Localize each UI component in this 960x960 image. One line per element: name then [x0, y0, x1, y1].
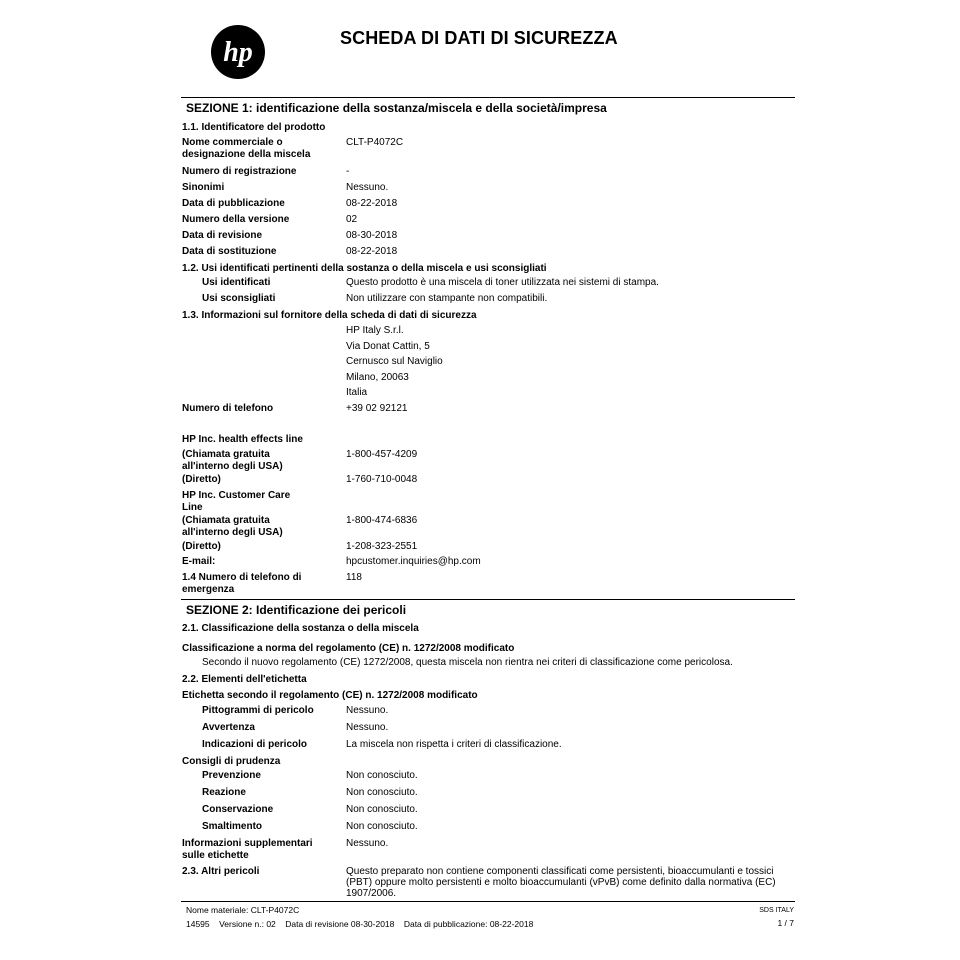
synonyms-label: Sinonimi — [182, 182, 225, 193]
uses-advised-against-label: Usi sconsigliati — [202, 293, 276, 304]
precautionary-label: Consigli di prudenza — [182, 756, 281, 767]
disposal-value: Non conosciuto. — [346, 821, 418, 832]
subsection-1-1: 1.1. Identificatore del prodotto — [182, 122, 326, 133]
toll-free-label-line2: all'interno degli USA) — [182, 461, 283, 472]
footer-rule — [181, 901, 795, 902]
hazard-statements-value: La miscela non rispetta i criteri di classificazione. — [346, 739, 562, 750]
page-number: 1 / 7 — [777, 918, 794, 928]
emergency-label-line2: emergenza — [182, 584, 235, 595]
classification-text: Secondo il nuovo regolamento (CE) 1272/2008, questa miscela non rientra nei criteri di classificazione come pericolosa. — [202, 657, 733, 668]
label-elements-title: Etichetta secondo il regolamento (CE) n. 1272/2008 modificato — [182, 690, 478, 701]
trade-name-label-line2: designazione della miscela — [182, 149, 311, 160]
trade-name-value: CLT-P4072C — [346, 137, 404, 148]
synonyms-value: Nessuno. — [346, 182, 389, 193]
supplier-address-line: Italia — [346, 387, 368, 398]
signal-word-label: Avvertenza — [202, 722, 255, 733]
emergency-value: 118 — [346, 572, 362, 583]
phone-value: +39 02 92121 — [346, 403, 408, 414]
emergency-label-line1: 1.4 Numero di telefono di — [182, 572, 302, 583]
registration-label: Numero di registrazione — [182, 166, 297, 177]
hp-logo-icon — [210, 24, 266, 80]
email-value: hpcustomer.inquiries@hp.com — [346, 556, 481, 567]
publication-date-label: Data di pubblicazione — [182, 198, 285, 209]
version-value: 02 — [346, 214, 358, 225]
supplier-address-line: Cernusco sul Naviglio — [346, 356, 443, 367]
footer-material: Nome materiale: CLT-P4072C — [186, 905, 300, 915]
replacement-date-value: 08-22-2018 — [346, 246, 398, 257]
prevention-label: Prevenzione — [202, 770, 261, 781]
identified-uses-value: Questo prodotto è una miscela di toner utilizzata nei sistemi di stampa. — [346, 277, 659, 288]
section-2-title: SEZIONE 2: Identificazione dei pericoli — [186, 603, 407, 617]
health-line-label: HP Inc. health effects line — [182, 434, 303, 445]
pictograms-value: Nessuno. — [346, 705, 389, 716]
supplier-address-line: Via Donat Cattin, 5 — [346, 341, 430, 352]
health-line-toll-free: 1-800-457-4209 — [346, 449, 418, 460]
classification-title: Classificazione a norma del regolamento (CE) n. 1272/2008 modificato — [182, 643, 515, 654]
logo-text: hp — [223, 37, 253, 68]
email-label: E-mail: — [182, 556, 216, 567]
registration-value: - — [346, 166, 350, 177]
disposal-label: Smaltimento — [202, 821, 263, 832]
response-label: Reazione — [202, 787, 246, 798]
pictograms-label: Pittogrammi di pericolo — [202, 705, 314, 716]
revision-date-value: 08-30-2018 — [346, 230, 398, 241]
health-line-direct: 1-760-710-0048 — [346, 474, 418, 485]
customer-care-direct: 1-208-323-2551 — [346, 541, 418, 552]
uses-advised-against-value: Non utilizzare con stampante non compatibili. — [346, 293, 548, 304]
replacement-date-label: Data di sostituzione — [182, 246, 277, 257]
other-hazards-label: 2.3. Altri pericoli — [182, 866, 260, 877]
customer-care-label-line2: Line — [182, 502, 203, 513]
direct-label: (Diretto) — [182, 474, 221, 485]
footer-info: 14595 Versione n.: 02 Data di revisione 08-30-2018 Data di pubblicazione: 08-22-2018 — [186, 919, 534, 929]
toll-free-label-line1: (Chiamata gratuita — [182, 515, 270, 526]
supplemental-info-value: Nessuno. — [346, 838, 389, 849]
subsection-2-2: 2.2. Elementi dell'etichetta — [182, 674, 307, 685]
subsection-1-3: 1.3. Informazioni sul fornitore della scheda di dati di sicurezza — [182, 310, 477, 321]
subsection-2-1: 2.1. Classificazione della sostanza o della miscela — [182, 623, 419, 634]
subsection-1-2: 1.2. Usi identificati pertinenti della sostanza o della miscela e usi sconsigliati — [182, 263, 547, 274]
supplier-address-line: HP Italy S.r.l. — [346, 325, 404, 336]
response-value: Non conosciuto. — [346, 787, 418, 798]
section-rule — [181, 97, 795, 98]
section-rule — [181, 599, 795, 600]
signal-word-value: Nessuno. — [346, 722, 389, 733]
toll-free-label-line2: all'interno degli USA) — [182, 527, 283, 538]
supplemental-info-label-line1: Informazioni supplementari — [182, 838, 313, 849]
prevention-value: Non conosciuto. — [346, 770, 418, 781]
customer-care-toll-free: 1-800-474-6836 — [346, 515, 418, 526]
storage-label: Conservazione — [202, 804, 274, 815]
phone-label: Numero di telefono — [182, 403, 274, 414]
hazard-statements-label: Indicazioni di pericolo — [202, 739, 308, 750]
direct-label: (Diretto) — [182, 541, 221, 552]
storage-value: Non conosciuto. — [346, 804, 418, 815]
revision-date-label: Data di revisione — [182, 230, 263, 241]
customer-care-label-line1: HP Inc. Customer Care — [182, 490, 291, 501]
supplier-address-line: Milano, 20063 — [346, 372, 409, 383]
footer-sds-label: SDS ITALY — [759, 907, 794, 914]
toll-free-label-line1: (Chiamata gratuita — [182, 449, 270, 460]
identified-uses-label: Usi identificati — [202, 277, 271, 288]
section-1-title: SEZIONE 1: identificazione della sostanza/miscela e della società/impresa — [186, 101, 607, 115]
supplemental-info-label-line2: sulle etichette — [182, 850, 249, 861]
trade-name-label-line1: Nome commerciale o — [182, 137, 283, 148]
version-label: Numero della versione — [182, 214, 290, 225]
other-hazards-value: Questo preparato non contiene componenti classificati come persistenti, bioaccumulanti e tossici (PBT) oppure molto persistenti e molto bioaccumulanti (vPvB) come definito dalla normativa (EC) 1907/2006. — [346, 866, 776, 899]
document-title: SCHEDA DI DATI DI SICUREZZA — [340, 28, 618, 48]
publication-date-value: 08-22-2018 — [346, 198, 398, 209]
